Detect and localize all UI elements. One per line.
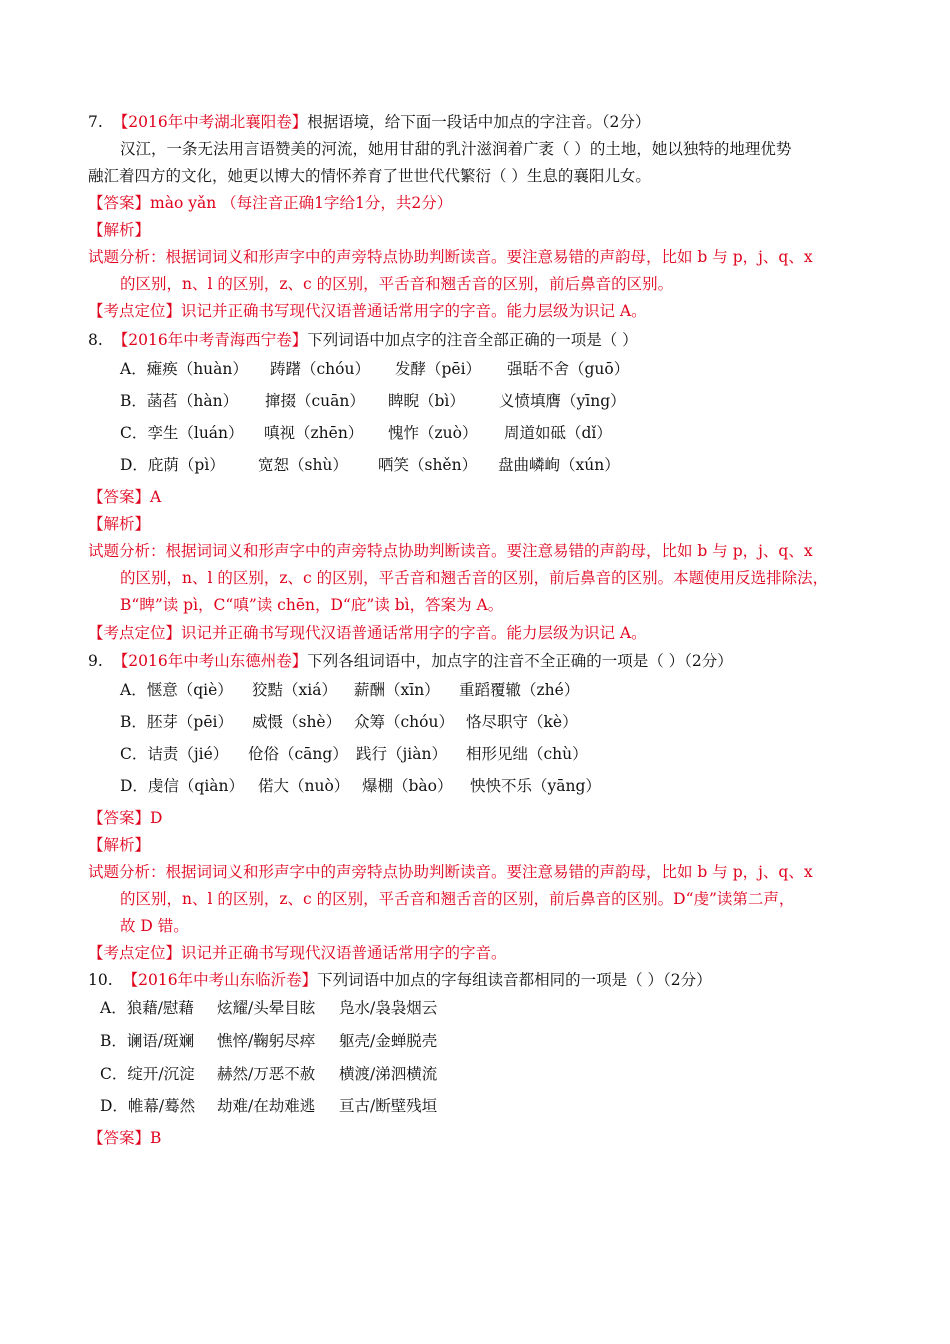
option-word: 众筹（chóu）	[354, 713, 454, 731]
option-word: 发酵（pēi）	[395, 360, 482, 378]
option-d	[120, 775, 601, 797]
option-word: 躯壳/金蝉脱壳	[339, 1032, 438, 1050]
analysis-text: 的区别，n、l 的区别，z、c 的区别，平舌音和翘舌音的区别，前后鼻音的区别。	[120, 275, 674, 293]
option-c	[100, 1063, 437, 1085]
option-word: 爆棚（bào）	[362, 777, 453, 795]
option-word: 践行（jiàn）	[356, 745, 447, 763]
option-word: C．绽开/沉淀	[100, 1065, 195, 1083]
question-number: 10.	[88, 971, 113, 989]
knowledge-point: 【考点定位】识记并正确书写现代汉语普通话常用字的字音。	[88, 944, 507, 962]
option-c	[120, 743, 588, 765]
option-word: 睥睨（bì）	[388, 392, 465, 410]
option-word: 劫难/在劫难逃	[217, 1097, 316, 1115]
question-source: 【2016年中考山东德州卷】	[112, 652, 308, 670]
question-stem: 根据语境，给下面一段话中加点的字注音。（2分）	[307, 113, 651, 131]
analysis-text: B“睥”读 pì，C“嗔”读 chēn，D“庇”读 bì，答案为 A。	[120, 596, 504, 614]
option-c	[120, 422, 612, 444]
option-word: 义愤填膺（yīng）	[499, 392, 626, 410]
passage-line: 融汇着四方的文化，她更以博大的情怀养育了世世代代繁衍（ ）生息的襄阳儿女。	[88, 167, 651, 185]
option-word: 赫然/万恶不赦	[217, 1065, 316, 1083]
option-word: A．瘫痪（huàn）	[120, 360, 248, 378]
option-a	[100, 997, 437, 1019]
option-word: 周道如砥（dǐ）	[504, 424, 612, 442]
question-source: 【2016年中考湖北襄阳卷】	[112, 113, 308, 131]
option-word: 横渡/涕泗横流	[339, 1065, 438, 1083]
option-word: D．庇荫（pì）	[120, 456, 225, 474]
answer: 【答案】A	[88, 488, 162, 506]
answer: 【答案】D	[88, 809, 163, 827]
option-d	[100, 1095, 437, 1117]
question-number: 9.	[88, 652, 103, 670]
option-word: 宽恕（shù）	[258, 456, 348, 474]
option-word: 重蹈覆辙（zhé）	[459, 681, 580, 699]
question-source: 【2016年中考山东临沂卷】	[122, 971, 318, 989]
question-7-header	[88, 111, 650, 133]
passage-line: 汉江，一条无法用言语赞美的河流，她用甘甜的乳汁滋润着广袤（ ）的土地，她以独特的地理优势	[120, 140, 792, 158]
option-word: 相形见绌（chù）	[466, 745, 588, 763]
option-word: 哂笑（shěn）	[378, 456, 478, 474]
question-10-header	[88, 969, 712, 991]
knowledge-point: 【考点定位】识记并正确书写现代汉语普通话常用字的字音。能力层级为识记 A。	[88, 302, 647, 320]
option-word: B．谰语/斑斓	[100, 1032, 195, 1050]
option-word: 恪尽职守（kè）	[466, 713, 578, 731]
option-d	[120, 454, 620, 476]
option-word: 凫水/袅袅烟云	[339, 999, 438, 1017]
question-number: 8.	[88, 331, 103, 349]
option-word: 憔悴/鞠躬尽瘁	[217, 1032, 316, 1050]
option-word: A．狼藉/慰藉	[100, 999, 194, 1017]
option-word: 炫耀/头晕目眩	[217, 999, 316, 1017]
question-9-header	[88, 650, 733, 672]
option-word: 亘古/断壁残垣	[339, 1097, 438, 1115]
option-word: 愧怍（zuò）	[388, 424, 478, 442]
option-b	[120, 390, 626, 412]
option-b	[100, 1030, 437, 1052]
option-word: B．菡萏（hàn）	[120, 392, 239, 410]
option-word: 踌躇（chóu）	[270, 360, 370, 378]
analysis-text: 的区别，n、l 的区别，z、c 的区别，平舌音和翘舌音的区别，前后鼻音的区别。本题使用反选排除法，	[120, 569, 829, 587]
analysis-label: 【解析】	[88, 515, 151, 533]
option-b	[120, 711, 578, 733]
option-word: 强聒不舍（guō）	[507, 360, 630, 378]
option-word: A．惬意（qiè）	[120, 681, 233, 699]
option-word: C．孪生（luán）	[120, 424, 244, 442]
option-word: 偌大（nuò）	[258, 777, 350, 795]
analysis-text: 试题分析：根据词词义和形声字中的声旁特点协助判断读音。要注意易错的声韵母，比如 b 与 p，j、q、x	[88, 248, 813, 266]
option-word: 嗔视（zhēn）	[264, 424, 364, 442]
option-word: 狡黠（xiá）	[252, 681, 337, 699]
analysis-label: 【解析】	[88, 836, 151, 854]
option-a	[120, 679, 579, 701]
option-word: 盘曲嶙峋（xún）	[498, 456, 620, 474]
option-word: 薪酬（xīn）	[354, 681, 440, 699]
option-word: 撺掇（cuān）	[265, 392, 365, 410]
question-source: 【2016年中考青海西宁卷】	[112, 331, 308, 349]
knowledge-point: 【考点定位】识记并正确书写现代汉语普通话常用字的字音。能力层级为识记 A。	[88, 624, 647, 642]
option-word: B．胚芽（pēi）	[120, 713, 233, 731]
option-word: D．虔信（qiàn）	[120, 777, 245, 795]
question-stem: 下列词语中加点字的注音全部正确的一项是（ ）	[307, 331, 638, 349]
answer: 【答案】B	[88, 1129, 162, 1147]
option-word: C．诘责（jié）	[120, 745, 229, 763]
answer: 【答案】mào yǎn （每注音正确1字给1分，共2分）	[88, 194, 453, 212]
option-word: D．帷幕/蓦然	[100, 1097, 196, 1115]
analysis-text: 故 D 错。	[120, 917, 189, 935]
option-word: 怏怏不乐（yāng）	[470, 777, 601, 795]
question-stem: 下列词语中加点的字每组读音都相同的一项是（ ）（2分）	[317, 971, 712, 989]
analysis-text: 试题分析：根据词词义和形声字中的声旁特点协助判断读音。要注意易错的声韵母，比如 b 与 p，j、q、x	[88, 542, 813, 560]
option-a	[120, 358, 629, 380]
option-word: 威慑（shè）	[252, 713, 342, 731]
analysis-label: 【解析】	[88, 221, 151, 239]
question-stem: 下列各组词语中，加点字的注音不全正确的一项是（ ）（2分）	[307, 652, 733, 670]
option-word: 伧俗（cāng）	[248, 745, 348, 763]
analysis-text: 试题分析：根据词词义和形声字中的声旁特点协助判断读音。要注意易错的声韵母，比如 b 与 p，j、q、x	[88, 863, 813, 881]
analysis-text: 的区别，n、l 的区别，z、c 的区别，平舌音和翘舌音的区别，前后鼻音的区别。D“虔”读第二声，	[120, 890, 795, 908]
question-8-header	[88, 329, 638, 351]
question-number: 7.	[88, 113, 103, 131]
